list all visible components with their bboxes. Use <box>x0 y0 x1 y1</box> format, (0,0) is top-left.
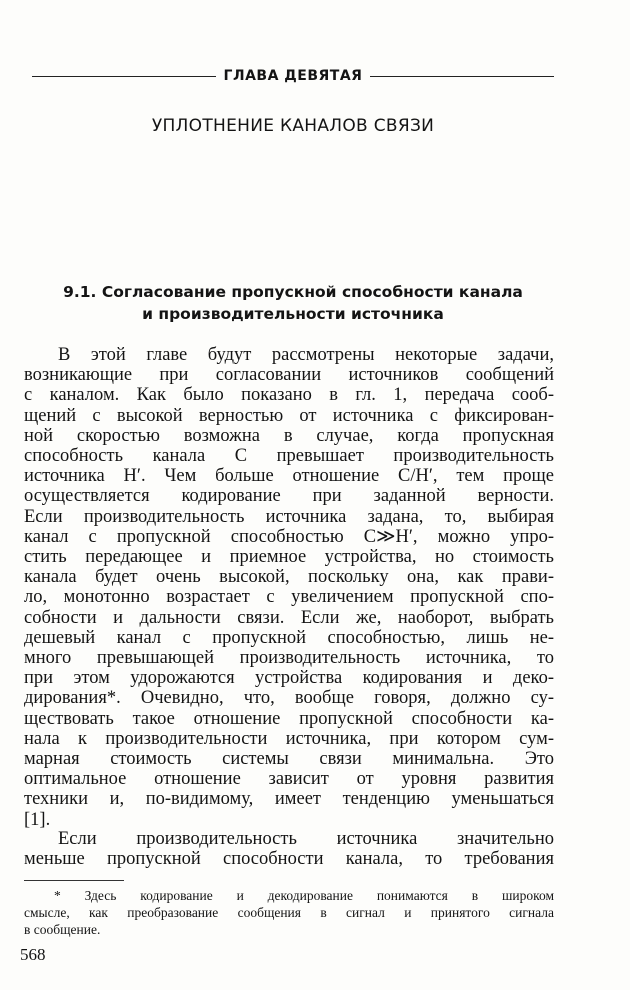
footnote <box>24 887 554 938</box>
text-line: дирования*. Очевидно, что, вообще говоря, должно су- <box>24 688 554 709</box>
text-line: нала к производительности источника, при котором сум- <box>24 728 554 749</box>
text-line: ло, монотонно возрастает с увеличением пропускной спо- <box>24 587 554 608</box>
text-line: возникающие при согласовании источников сообщений <box>24 365 554 386</box>
text-line: много превышающей производительность источника, то <box>24 648 554 669</box>
text-line: источника H′. Чем больше отношение C/H′, тем проще <box>24 466 554 487</box>
footnote-divider <box>24 880 124 881</box>
chapter-title: УПЛОТНЕНИЕ КАНАЛОВ СВЯЗИ <box>151 116 435 136</box>
text-line: техники и, по-видимому, имеет тенденцию уменьшаться <box>24 789 554 810</box>
text-line: канал с пропускной способностью C≫H′, можно упро- <box>24 526 554 547</box>
footnote-line: в сообщение. <box>24 922 101 937</box>
text-line: [1]. <box>24 809 51 830</box>
text-line: меньше пропускной способности канала, то требования <box>24 849 554 870</box>
text-line: оптимальное отношение зависит от уровня развития <box>24 769 554 790</box>
chapter-header <box>32 68 554 84</box>
paragraph-1 <box>24 345 554 830</box>
text-line: способность канала C превышает производительность <box>24 446 554 467</box>
text-line: собности и дальности связи. Если же, наоборот, выбрать <box>24 607 554 628</box>
page-number: 568 <box>20 945 46 964</box>
text-line: стить передающее и приемное устройства, но стоимость <box>24 547 554 568</box>
footnote-line: * Здесь кодирование и декодирование понимаются в широком <box>54 888 554 903</box>
text-line: Если производительность источника значительно <box>58 829 554 849</box>
header-rule-left <box>32 76 216 77</box>
footnote-line: смысле, как преобразование сообщения в сигнал и принятого сигнала <box>24 905 554 920</box>
header-rule-right <box>370 76 554 77</box>
section-heading-line: и производительности источника <box>142 305 444 323</box>
text-line: Если производительность источника задана, то, выбирая <box>24 506 554 527</box>
text-line: ной скоростью возможна в случае, когда пропускная <box>24 425 554 446</box>
section-heading-line: 9.1. Согласование пропускной способности канала <box>63 283 523 301</box>
text-line: осуществляется кодирование при заданной верности. <box>24 486 554 507</box>
chapter-label: ГЛАВА ДЕВЯТАЯ <box>223 68 363 84</box>
text-line: марная стоимость системы связи минимальна. Это <box>24 749 554 770</box>
text-line: при этом удорожаются устройства кодирования и деко- <box>24 668 554 689</box>
text-line: щений с высокой верностью от источника с фиксирован- <box>24 405 554 426</box>
text-line: канала будет очень высокой, поскольку она, как прави- <box>24 567 554 588</box>
text-line: В этой главе будут рассмотрены некоторые задачи, <box>58 345 554 365</box>
paragraph-2 <box>24 829 554 869</box>
text-line: ществовать такое отношение пропускной способности ка- <box>24 708 554 729</box>
text-line: с каналом. Как было показано в гл. 1, передача сооб- <box>24 385 554 406</box>
text-line: дешевый канал с пропускной способностью, лишь не- <box>24 627 554 648</box>
section-heading <box>40 281 546 325</box>
